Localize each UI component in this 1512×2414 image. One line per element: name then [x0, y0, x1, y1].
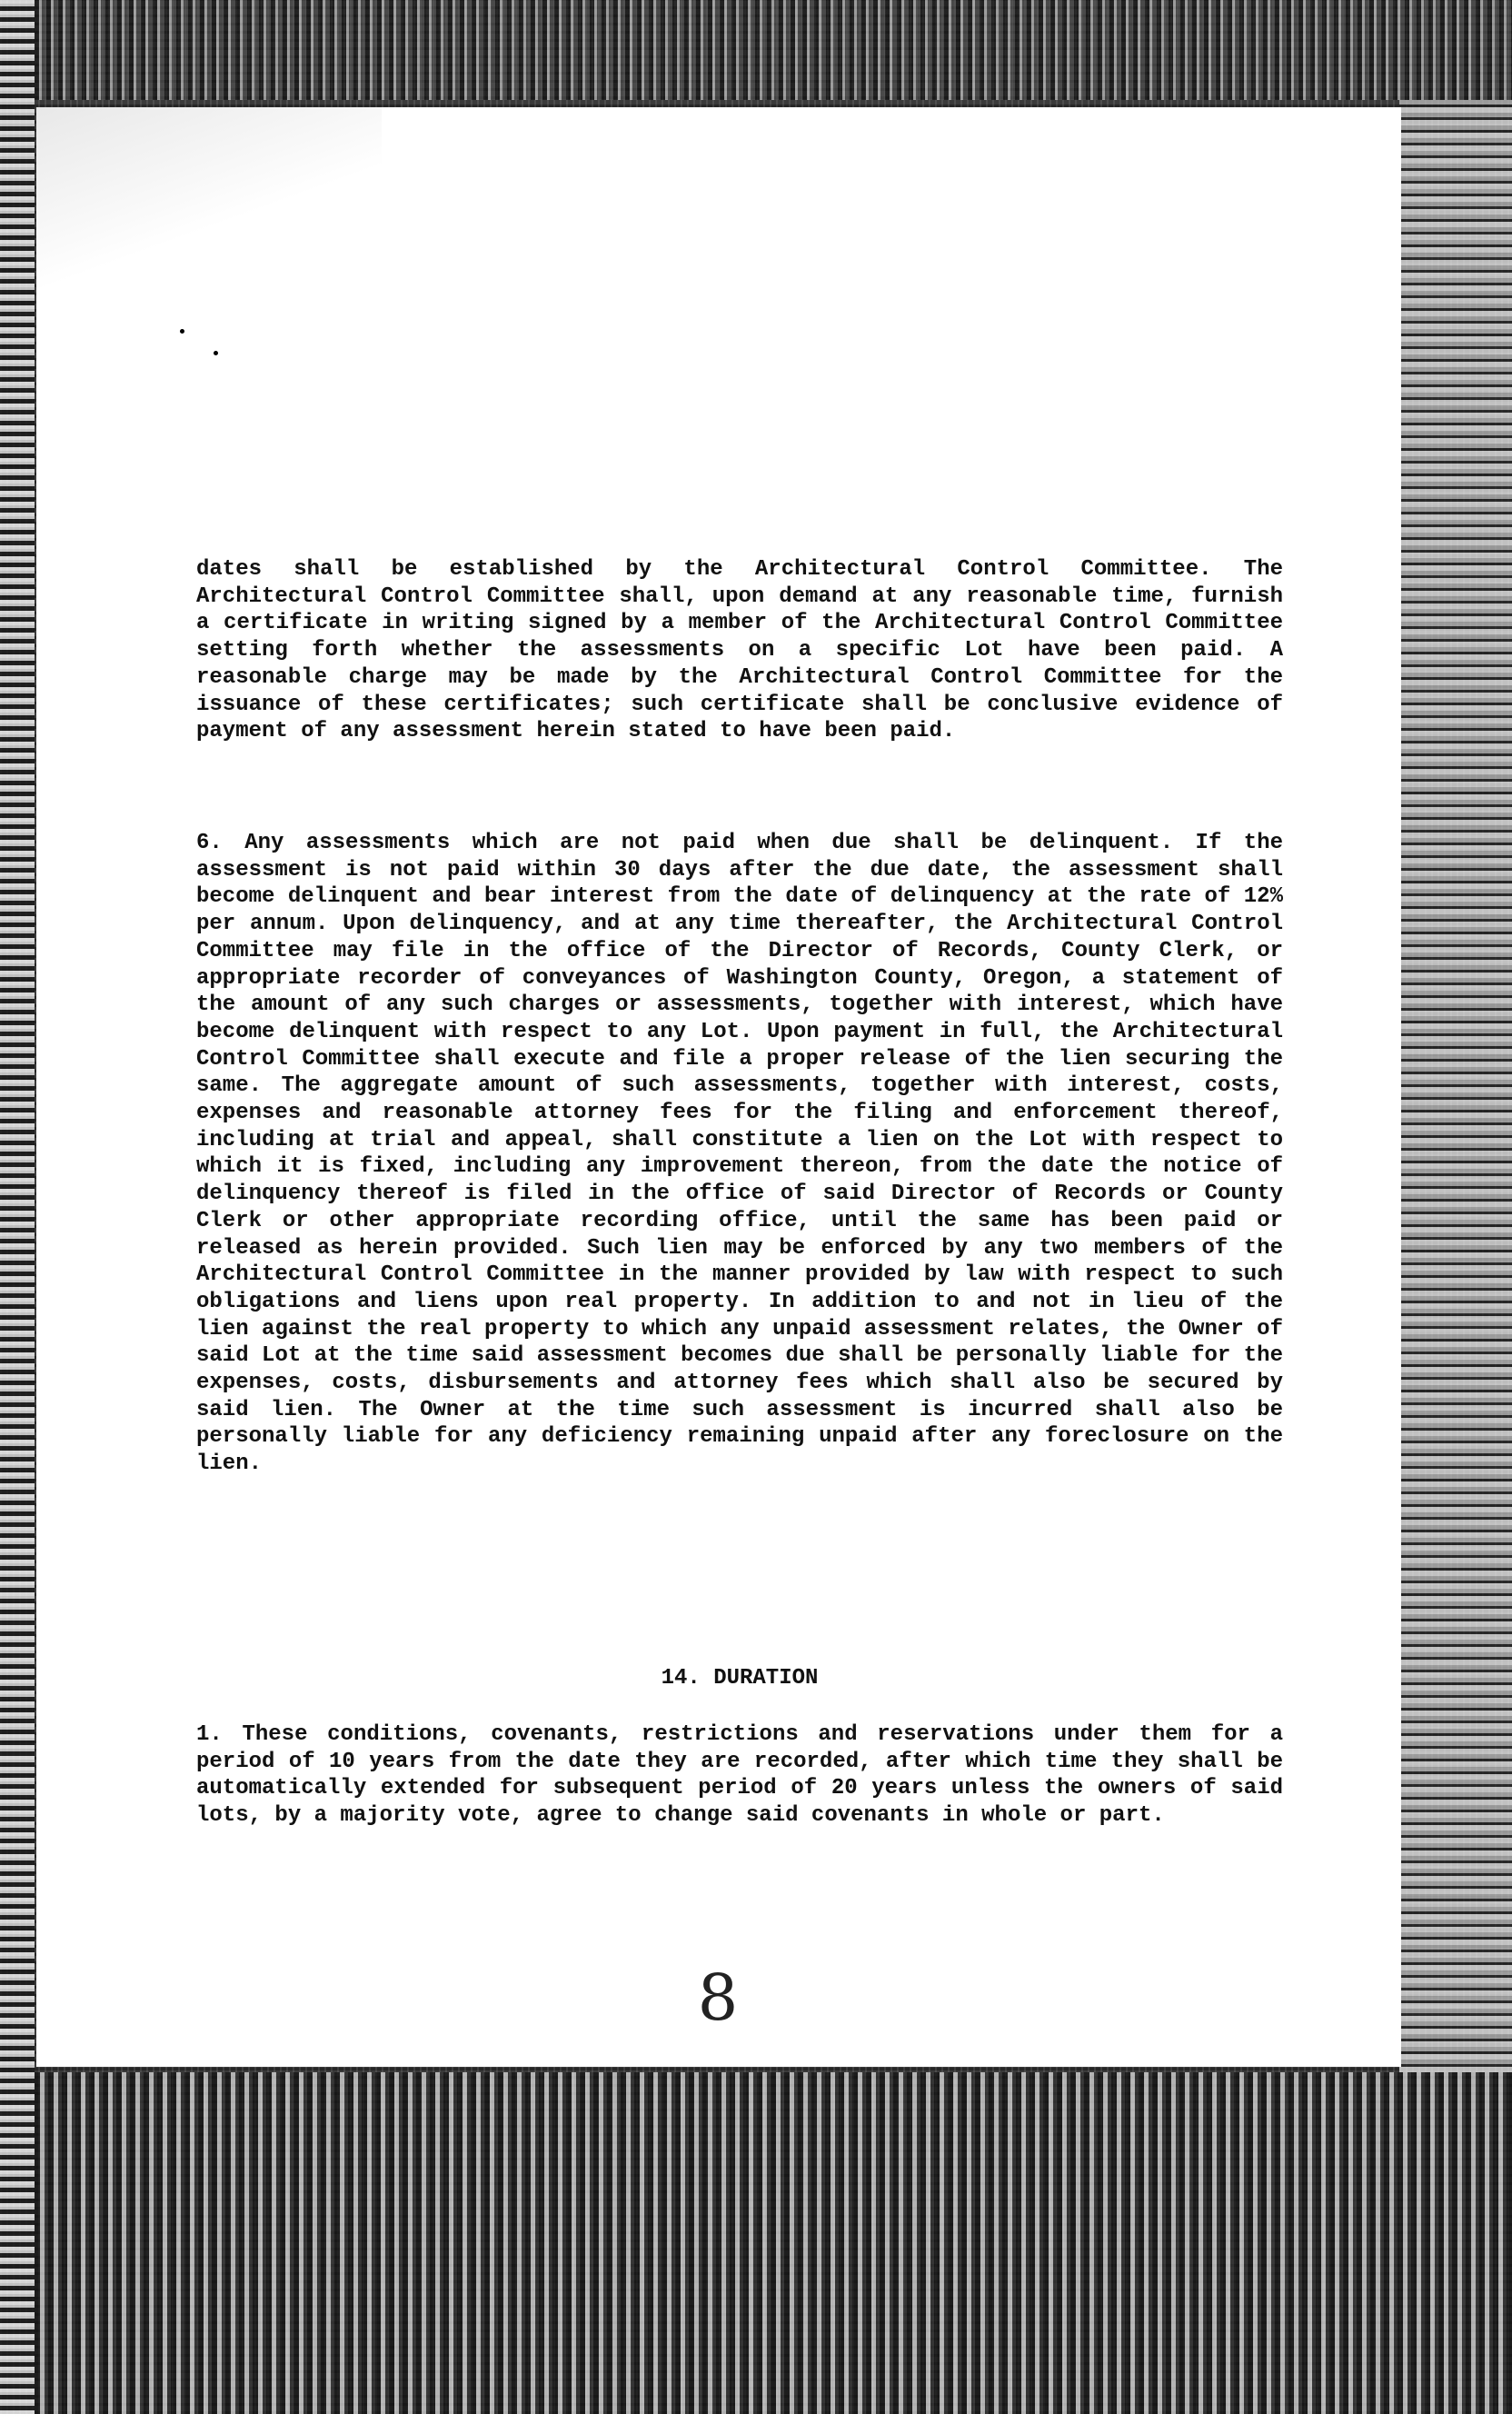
paragraph-text: 1. These conditions, covenants, restrictions and reservations under them for a period of 10 years from the date they are recorded, after which time they shall be automatically extended for subsequent period of 20 years unless the owners of said lots, by a majority vote, agree to change said covenants in whole or part. [196, 1722, 1283, 1829]
speck [214, 351, 218, 355]
speck [180, 329, 184, 334]
paragraph-6 [196, 830, 1283, 1478]
scan-top-edge [35, 0, 1512, 100]
scan-left-edge [0, 0, 35, 2414]
page-number: 8 [697, 1960, 739, 2035]
paragraph-text: dates shall be established by the Architectural Control Committee. The Architectural Control Committee shall, upon demand at any reasonable time, furnish a certificate in writing signed by a member of the Architectural Control Committee setting forth whether the assessments on a specific Lot have been paid. A reasonable charge may be made by the Architectural Control Committee for the issuance of these certificates; such certificate shall be conclusive evidence of payment of any assessment herein stated to have been paid. [196, 557, 1283, 744]
document-page [36, 107, 1401, 2067]
paragraph-text: 6. Any assessments which are not paid when due shall be delinquent. If the assessment is not paid within 30 days after the due date, the assessment shall become delinquent and bear interest from the date of delinquency at the rate of 12% per annum. Upon delinquency, and at any time thereafter, the Architectural Control Committee may file in the office of the Director of Records, County Clerk, or appropriate recorder of conveyances of Washington County, Oregon, a statement of the amount of any such charges or assessments, together with interest, which have become delinquent with respect to any Lot. Upon payment in full, the Architectural Control Committee shall execute and file a proper release of the lien securing the same. The aggregate amount of such assessments, together with interest, costs, expenses and reasonable attorney fees for the filing and enforcement thereof, including at trial and appeal, shall constitute a lien on the Lot with respect to which it is fixed, including any improvement thereon, from the date the notice of delinquency thereof is filed in the office of said Director of Records or County Clerk or other appropriate recording office, until the same has been paid or released as herein provided. Such lien may be enforced by any two members of the Architectural Control Committee in the manner provided by law with respect to such obligations and liens upon real property. In addition to and not in lieu of the lien against the real property to which any unpaid assessment relates, the Owner of said Lot at the time said assessment becomes due shall be personally liable for the expenses, costs, disbursements and attorney fees which shall also be secured by said lien. The Owner at the time such assessment is incurred shall also be personally liable for any deficiency remaining unpaid after any foreclosure on the lien. [196, 831, 1283, 1477]
page-shadow [36, 107, 382, 289]
scan-bottom-edge [35, 2072, 1512, 2414]
scan-right-edge [1399, 100, 1512, 2072]
paragraph-1 [196, 1721, 1283, 1830]
paragraph-continuation [196, 556, 1283, 745]
section-heading: 14. DURATION [661, 1666, 819, 1691]
